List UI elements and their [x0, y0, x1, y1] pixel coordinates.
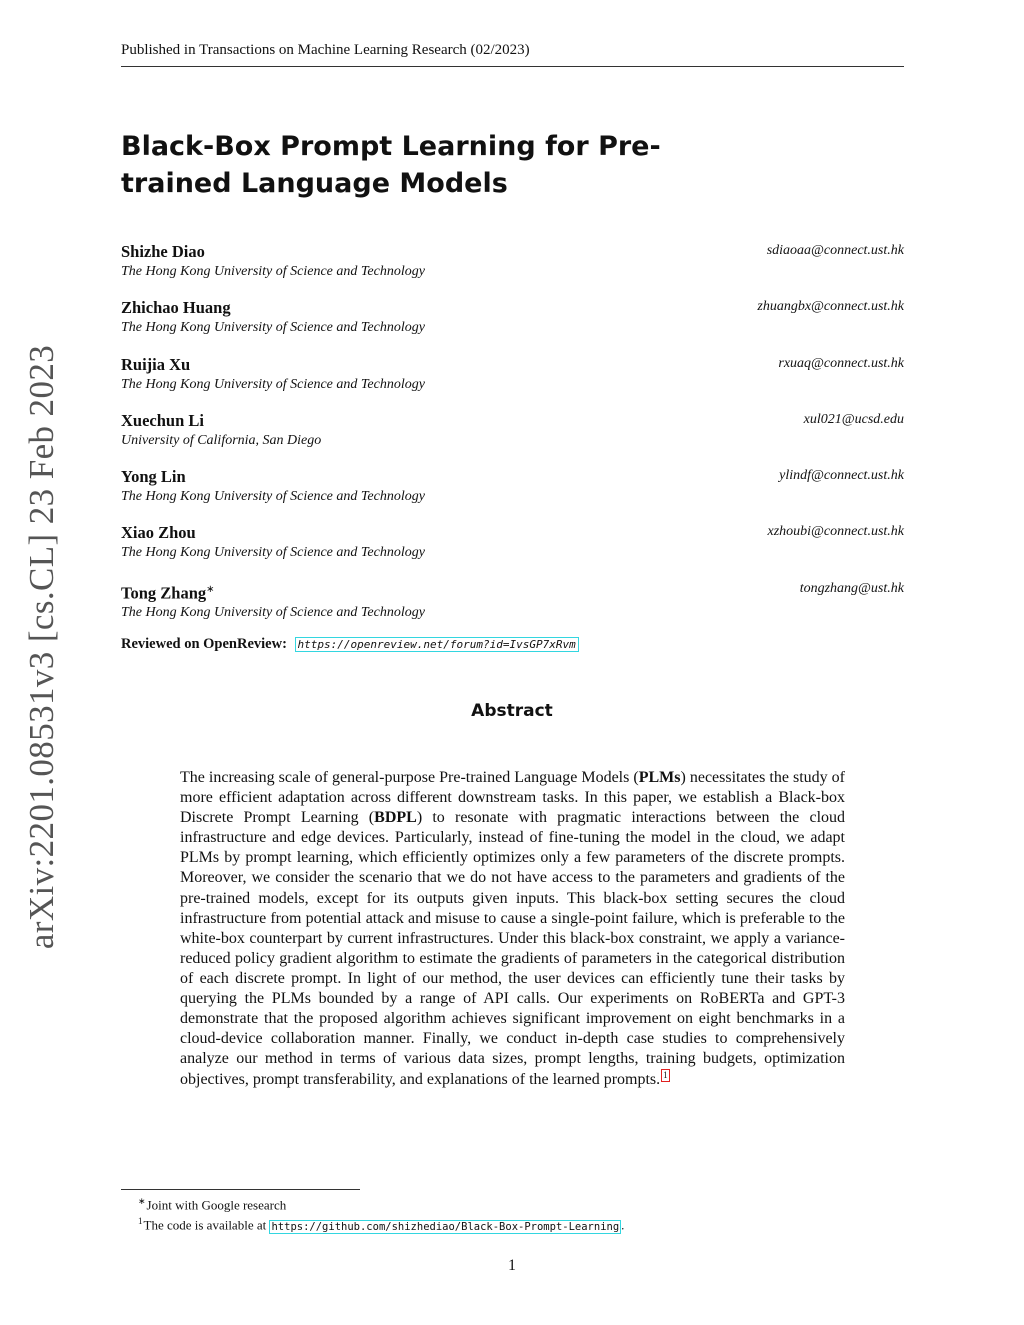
author-affiliation: The Hong Kong University of Science and Technology — [121, 320, 425, 336]
author-email: rxuaq@connect.ust.hk — [778, 355, 904, 371]
author-block — [121, 354, 904, 410]
author-email: sdiaoaa@connect.ust.hk — [766, 243, 904, 258]
paper-title: Black-Box Prompt Learning for Pre-trained Language Models — [121, 131, 661, 199]
footnote-text: The code is available at — [143, 1217, 270, 1233]
author-email: xzhoubi@connect.ust.hk — [767, 524, 904, 540]
arxiv-stamp: arXiv:2201.08531v3 [cs.CL] 23 Feb 2023 — [22, 344, 61, 950]
footnote-code — [138, 1213, 624, 1234]
footnote-end: . — [621, 1217, 625, 1233]
footnote-divider — [121, 1189, 360, 1190]
openreview-link[interactable]: https://openreview.net/forum?id=IvsGP7xRvm — [295, 637, 579, 652]
footnote-mark: 1 — [138, 1216, 143, 1227]
author-name: Yong Lin — [121, 467, 186, 487]
abstract-term-bdpl: BDPL — [374, 809, 417, 827]
code-repo-link[interactable]: https://github.com/shizhediao/Black-Box-Prompt-Learning — [271, 1220, 620, 1233]
author-email: ylindf@connect.ust.hk — [779, 468, 904, 484]
author-list — [121, 241, 904, 635]
author-name — [121, 579, 904, 605]
author-affiliation: The Hong Kong University of Science and Technology — [121, 489, 425, 505]
author-name: Ruijia Xu — [121, 354, 191, 374]
footnote-ref-link[interactable]: 1 — [663, 1070, 668, 1081]
footnote-joint — [138, 1193, 624, 1213]
abstract-text: ) to resonate with pragmatic interactions between the cloud infrastructure and edge devices. Particularly, instead of fine-tuning the model in the cloud, we adapt PLMs by prompt learning, which efficiently optimizes only a few parameters of the discrete prompts. Moreover, we consider the scenario that we do not have access to the parameters and gradients of the pre-trained models, except for its outputs given inputs. This black-box setting secures the cloud infrastructure from potential attack and misuse to cause a single-point failure, which is preferable to the white-box counterpart by current infrastructures. Under this black-box constraint, we apply a variance-reduced policy gradient algorithm to estimate the gradients of parameters in the categorical distribution of each discrete prompt. In light of our method, the user devices can efficiently tune their tasks by querying the PLMs bounded by a range of API calls. Our experiments on RoBERTa and GPT-3 demonstrate that the proposed algorithm achieves significant improvement on eight benchmarks in a cloud-device collaboration manner. Finally, we conduct in-depth case studies to comprehensively analyze our method in terms of various data sizes, prompt lengths, training budgets, optimization objectives, prompt transferability, and explanations of the learned prompts. — [180, 809, 846, 1089]
author-affiliation: University of California, San Diego — [121, 432, 322, 448]
footnote-text: Joint with Google research — [146, 1197, 287, 1213]
author-name: Zhichao Huang — [121, 298, 231, 318]
abstract-heading: Abstract — [471, 701, 553, 721]
author-name: Xuechun Li — [121, 410, 204, 430]
abstract-term-plms: PLMs — [638, 769, 681, 786]
author-block — [121, 241, 904, 297]
abstract-body — [180, 768, 845, 1091]
author-name: Xiao Zhou — [121, 523, 196, 543]
author-block — [121, 579, 904, 635]
author-affiliation: The Hong Kong University of Science and Technology — [121, 376, 425, 392]
author-block — [121, 522, 904, 578]
author-name-text: Tong Zhang — [121, 583, 207, 603]
author-block — [121, 466, 904, 522]
author-affiliation: The Hong Kong University of Science and Technology — [121, 264, 425, 279]
corresponding-author-mark: ∗ — [206, 583, 215, 595]
author-affiliation: The Hong Kong University of Science and Technology — [121, 545, 425, 561]
author-email: tongzhang@ust.hk — [799, 580, 904, 596]
author-email: zhuangbx@connect.ust.hk — [757, 299, 904, 315]
abstract-text: The increasing scale of general-purpose Pre-trained Language Models ( — [180, 769, 639, 786]
abstract-text: ) necessitates the study of more efficient adaptation across different downstream tasks. In this paper, we establish a Black-box Discrete Prompt Learning ( — [180, 769, 845, 827]
openreview-label: Reviewed on OpenReview: — [121, 636, 287, 652]
author-email: xul021@ucsd.edu — [803, 411, 904, 427]
footnotes — [138, 1193, 624, 1235]
author-block — [121, 410, 904, 466]
openreview-line — [121, 636, 579, 653]
author-name: Shizhe Diao — [121, 242, 205, 261]
author-block — [121, 297, 904, 353]
footnote-mark: ∗ — [138, 1196, 146, 1206]
author-affiliation: The Hong Kong University of Science and Technology — [121, 605, 425, 621]
running-header: Published in Transactions on Machine Learning Research (02/2023) — [121, 42, 904, 67]
page-number: 1 — [508, 1257, 516, 1274]
